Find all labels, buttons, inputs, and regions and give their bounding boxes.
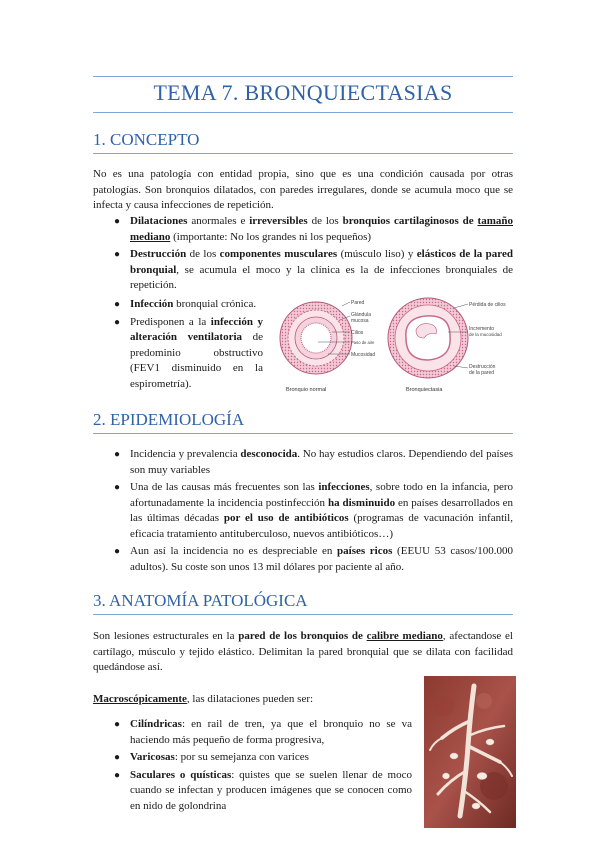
list-item: ● Una de las causas más frecuentes son las infecciones, sobre todo en la infancia, pero afortunadamente la incidencia postinfección ha disminuido en países desarrollados en las últimas décadas por el uso de antibióticos (programas de vacunación infantil, eficacia tratamiento antituberculoso, nuevos antibióticos…) <box>114 481 514 540</box>
concepto-intro: No es una patología con entidad propia, sino que es una condición causada por otras patologías. Son bronquios dilatados, con paredes irregulares, donde se acumula moco que se infecta y causa infecciones de repetición. <box>93 168 513 211</box>
section-heading-concepto <box>93 130 513 154</box>
section-rule <box>93 153 513 154</box>
list-item: ● Infección bronquial crónica. <box>114 298 257 310</box>
section-rule <box>93 614 513 615</box>
anatomia-bullets <box>110 717 412 816</box>
macroscopic-intro: Macroscópicamente, las dilataciones pueden ser: <box>93 693 314 705</box>
label-glandula: Glándula <box>351 312 372 318</box>
concepto-bullets-top <box>110 214 513 296</box>
label-destruccion-2: de la pared <box>469 370 495 376</box>
label-paso-aire: Paso de aire <box>351 340 375 345</box>
normal-bronchus-drawing <box>280 302 352 374</box>
caption-normal: Bronquio normal <box>286 387 327 393</box>
list-item: ● Cilíndricas: en rail de tren, ya que el bronquio no se va haciendo más pequeño de forma progresiva, <box>114 718 412 746</box>
epidemiologia-bullets <box>110 447 513 577</box>
label-perdida-cilios: Pérdida de cilios <box>469 302 506 308</box>
label-mucosidad: Mucosidad <box>351 352 376 358</box>
section-rule <box>93 433 513 434</box>
label-cilios: Cilios <box>351 330 364 336</box>
label-incremento-2: de la mucosidad <box>469 332 502 337</box>
list-item: ● Predisponen a la infección y alteración ventilatoria de predominio obstructivo (FEV1 disminuido en la espirometría). <box>114 315 263 390</box>
top-rule <box>93 76 513 77</box>
section-heading-text: 2. EPIDEMIOLOGÍA <box>93 410 245 429</box>
anatomia-intro: Son lesiones estructurales en la pared de los bronquios de calibre mediano, afectandose el cartílago, músculo y tejido elástico. Delimitan la pared bronquial que se dilata con facilidad quedándose así. <box>93 630 513 673</box>
label-incremento: Incremento <box>469 326 495 332</box>
list-item: ● Aun así la incidencia no es despreciable en países ricos (EEUU 53 casos/100.000 adultos). Su coste son unos 13 mil dólares por paciente al año. <box>114 545 513 573</box>
caption-bronquiectasia: Bronquiectasia <box>406 387 443 393</box>
label-mucosa: mucosa <box>351 318 369 324</box>
section-heading-text: 3. ANATOMÍA PATOLÓGICA <box>93 591 308 610</box>
lung-specimen-photo <box>424 676 516 828</box>
list-item: ● Varicosas: por su semejanza con varices <box>114 751 309 763</box>
list-item: ● Dilataciones anormales e irreversibles de los bronquios cartilaginosos de tamaño mediano (importante: No los grandes ni los pequeños) <box>114 215 513 243</box>
label-pared: Pared <box>351 300 365 306</box>
bronchiectasis-drawing <box>388 298 468 378</box>
section-heading-epidemiologia <box>93 410 513 434</box>
list-item: ● Saculares o quísticas: quistes que se suelen llenar de moco cuando se infectan y producen imágenes que se conocen como en nido de golondrina <box>114 768 412 812</box>
concepto-bullets-side <box>110 297 263 394</box>
section-heading-text: 1. CONCEPTO <box>93 130 200 149</box>
list-item: ● Incidencia y prevalencia desconocida. No hay estudios claros. Dependiendo del países son muy variables <box>114 448 513 476</box>
page-title: TEMA 7. BRONQUIECTASIAS <box>153 80 453 105</box>
bronchus-diagram <box>278 292 514 396</box>
section-heading-anatomia <box>93 591 513 615</box>
title-rule <box>93 112 513 113</box>
label-destruccion: Destrucción <box>469 364 496 370</box>
list-item: ● Destrucción de los componentes musculares (músculo liso) y elásticos de la pared bronquial, se acumula el moco y la clínica es la de infecciones bronquiales de repetición. <box>114 248 513 291</box>
